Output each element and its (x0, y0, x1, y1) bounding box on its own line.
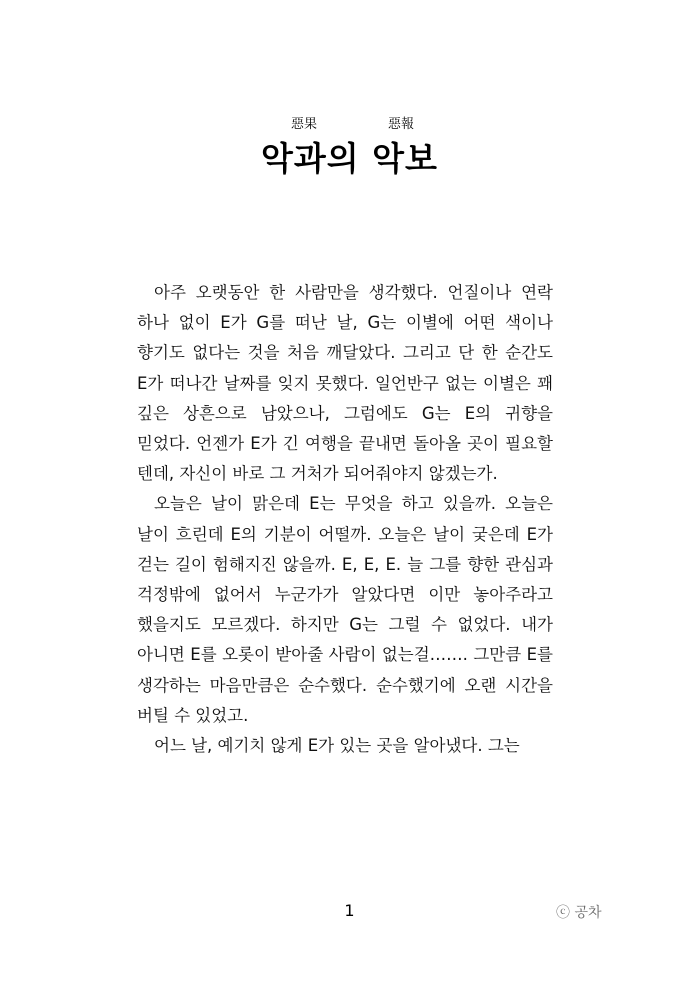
body-text (137, 278, 553, 761)
title-ruby-row (0, 116, 699, 134)
page-title: 악과의 악보 (261, 139, 438, 178)
paragraph-3: 어느 날, 예기치 않게 E가 있는 곳을 알아냈다. 그는 (154, 736, 520, 756)
paragraph-2: 오늘은 날이 맑은데 E는 무엇을 하고 있을까. 오늘은 날이 흐린데 E의 기분이 어떨까. 오늘은 날이 궂은데 E가 걷는 길이 험해지진 않을까. E, E, E. 늘 그를 향한 관심과 걱정밖에 없어서 누군가가 알았다면 이만 놓아주라고 했을지도 모르겠다. 하지만 G는 그럴 수 없었다. 내가 아니면 E를 오롯이 받아줄 사람이 없는걸……. 그만큼 E를 생각하는 마음만큼은 순수했다. 순수했기에 오랜 시간을 버틸 수 있었고. (137, 494, 553, 725)
copyright-notice: ⓒ 공차 (556, 905, 602, 921)
title-ruby-1: 惡果 (291, 117, 318, 132)
page-number: 1 (344, 901, 355, 920)
paragraph-1: 아주 오랫동안 한 사람만을 생각했다. 언질이나 연락 하나 없이 E가 G를 떠난 날, G는 이별에 어떤 색이나 향기도 없다는 것을 처음 깨달았다. 그리고 단 한 순간도 E가 떠나간 날짜를 잊지 못했다. 일언반구 없는 이별은 꽤 깊은 상흔으로 남았으나, 그럼에도 G는 E의 귀향을 믿었다. 언젠가 E가 긴 여행을 끝내면 돌아올 곳이 필요할 텐데, 자신이 바로 그 거처가 되어줘야지 않겠는가. (137, 283, 553, 484)
title-ruby-2: 惡報 (388, 117, 415, 132)
